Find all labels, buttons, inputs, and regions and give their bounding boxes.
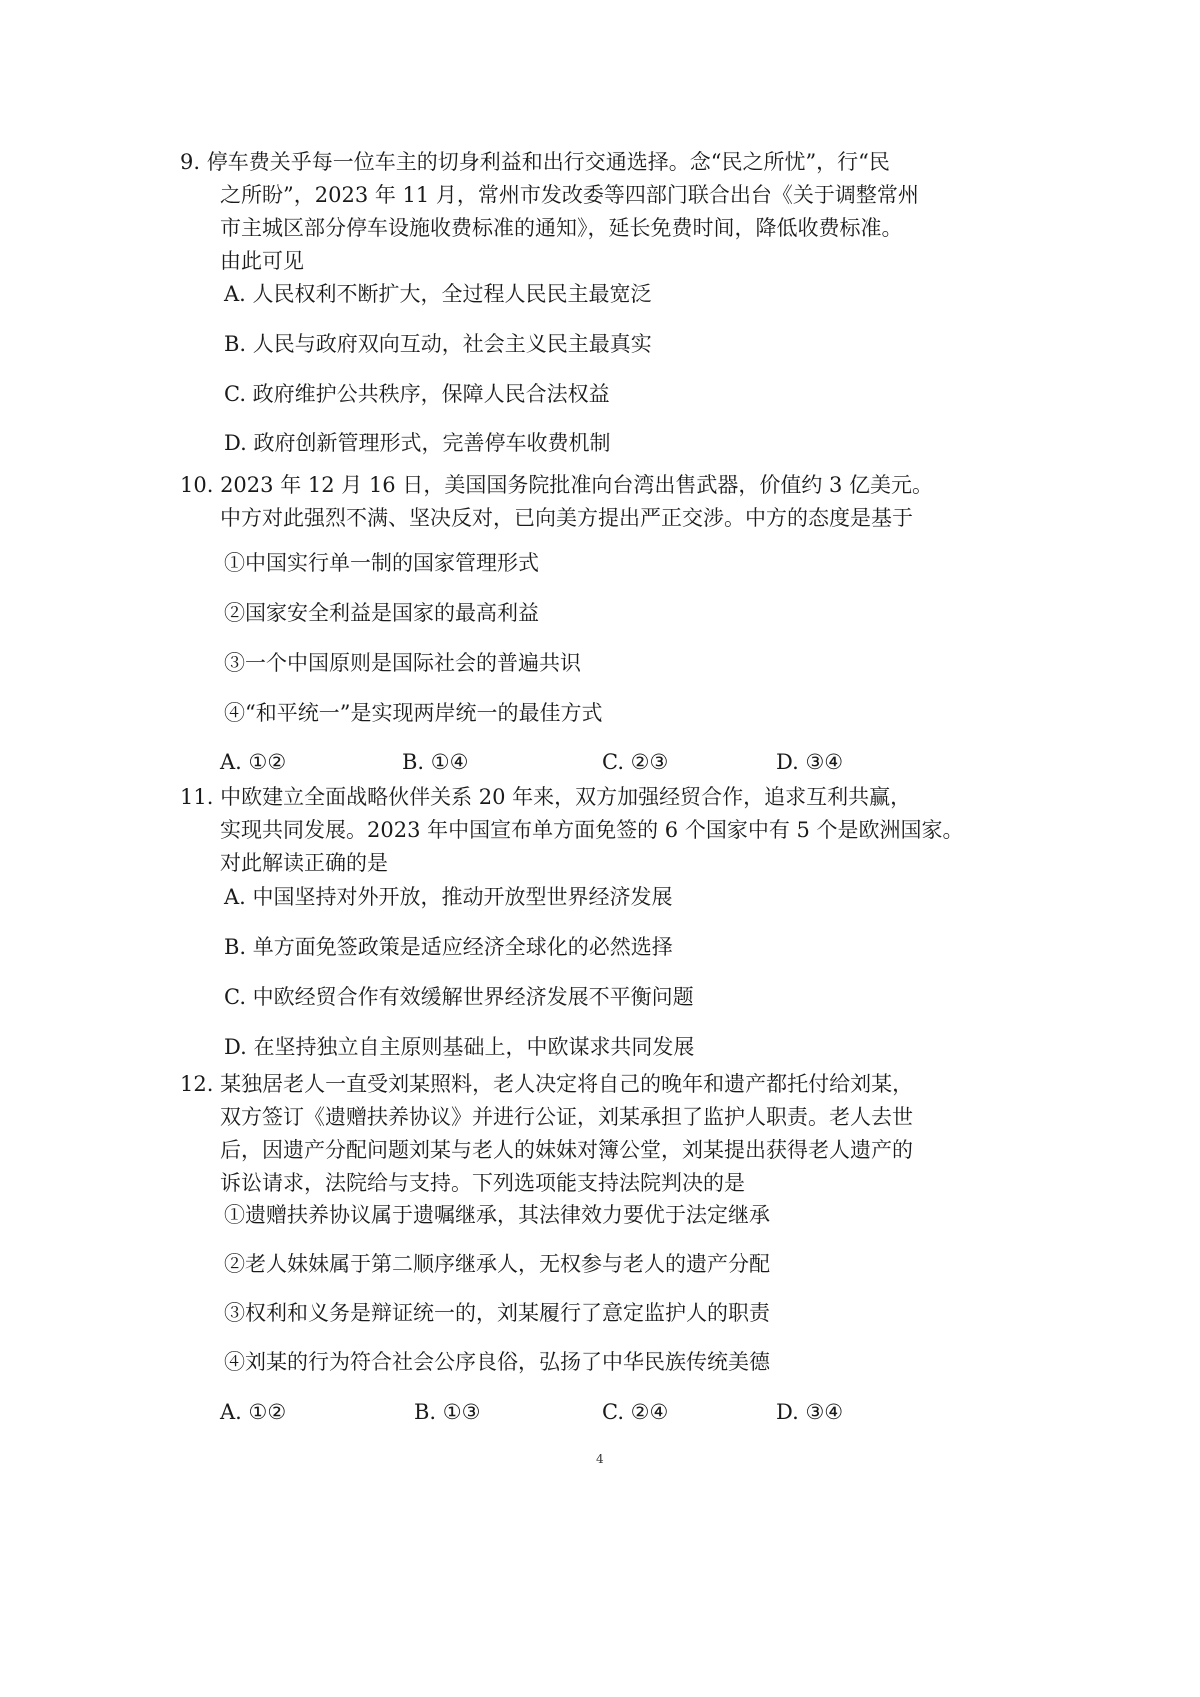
choice-c: C. ②③ xyxy=(602,750,669,774)
question-stem-line: 诉讼请求，法院给与支持。下列选项能支持法院判决的是 xyxy=(220,1171,745,1195)
page-number: 4 xyxy=(596,1452,604,1466)
choice-c: C. ②④ xyxy=(602,1400,669,1424)
statement-4: ④“和平统一”是实现两岸统一的最佳方式 xyxy=(224,701,603,725)
statement-1: ①中国实行单一制的国家管理形式 xyxy=(224,551,539,575)
choice-b: B. ①③ xyxy=(414,1400,481,1424)
option-d: D. 政府创新管理形式，完善停车收费机制 xyxy=(224,431,611,455)
statement-1: ①遗赠扶养协议属于遗嘱继承，其法律效力要优于法定继承 xyxy=(224,1203,770,1227)
question-stem-line: 由此可见 xyxy=(220,249,304,273)
question-stem-line: 之所盼”，2023 年 11 月，常州市发改委等四部门联合出台《关于调整常州 xyxy=(220,183,919,207)
option-b: B. 单方面免签政策是适应经济全球化的必然选择 xyxy=(224,935,673,959)
question-stem-line: 后，因遗产分配问题刘某与老人的妹妹对簿公堂，刘某提出获得老人遗产的 xyxy=(220,1138,913,1162)
choice-a: A. ①② xyxy=(220,750,287,774)
question-stem-line: 10. 2023 年 12 月 16 日，美国国务院批准向台湾出售武器，价值约 3 亿美元。 xyxy=(180,473,934,497)
statement-2: ②国家安全利益是国家的最高利益 xyxy=(224,601,539,625)
option-b: B. 人民与政府双向互动，社会主义民主最真实 xyxy=(224,332,652,356)
choice-a: A. ①② xyxy=(220,1400,287,1424)
option-c: C. 政府维护公共秩序，保障人民合法权益 xyxy=(224,382,610,406)
question-stem-line: 实现共同发展。2023 年中国宣布单方面免签的 6 个国家中有 5 个是欧洲国家。 xyxy=(220,818,964,842)
choice-d: D. ③④ xyxy=(776,750,844,774)
question-stem-line: 12. 某独居老人一直受刘某照料，老人决定将自己的晚年和遗产都托付给刘某， xyxy=(180,1072,914,1096)
question-stem-line: 市主城区部分停车设施收费标准的通知》，延长免费时间，降低收费标准。 xyxy=(220,216,903,240)
option-d: D. 在坚持独立自主原则基础上，中欧谋求共同发展 xyxy=(224,1035,695,1059)
option-a: A. 人民权利不断扩大，全过程人民民主最宽泛 xyxy=(224,282,652,306)
choice-b: B. ①④ xyxy=(402,750,469,774)
statement-4: ④刘某的行为符合社会公序良俗，弘扬了中华民族传统美德 xyxy=(224,1350,770,1374)
choice-d: D. ③④ xyxy=(776,1400,844,1424)
statement-3: ③一个中国原则是国际社会的普遍共识 xyxy=(224,651,581,675)
question-stem-line: 对此解读正确的是 xyxy=(220,851,388,875)
question-stem-line: 11. 中欧建立全面战略伙伴关系 20 年来，双方加强经贸合作，追求互利共赢， xyxy=(180,785,912,809)
statement-2: ②老人妹妹属于第二顺序继承人，无权参与老人的遗产分配 xyxy=(224,1252,770,1276)
option-a: A. 中国坚持对外开放，推动开放型世界经济发展 xyxy=(224,885,673,909)
option-c: C. 中欧经贸合作有效缓解世界经济发展不平衡问题 xyxy=(224,985,694,1009)
question-stem-line: 双方签订《遗赠扶养协议》并进行公证，刘某承担了监护人职责。老人去世 xyxy=(220,1105,913,1129)
statement-3: ③权利和义务是辩证统一的，刘某履行了意定监护人的职责 xyxy=(224,1301,770,1325)
question-stem-line: 中方对此强烈不满、坚决反对，已向美方提出严正交涉。中方的态度是基于 xyxy=(220,506,913,530)
question-stem-line: 9. 停车费关乎每一位车主的切身利益和出行交通选择。念“民之所忧”，行“民 xyxy=(180,150,890,174)
